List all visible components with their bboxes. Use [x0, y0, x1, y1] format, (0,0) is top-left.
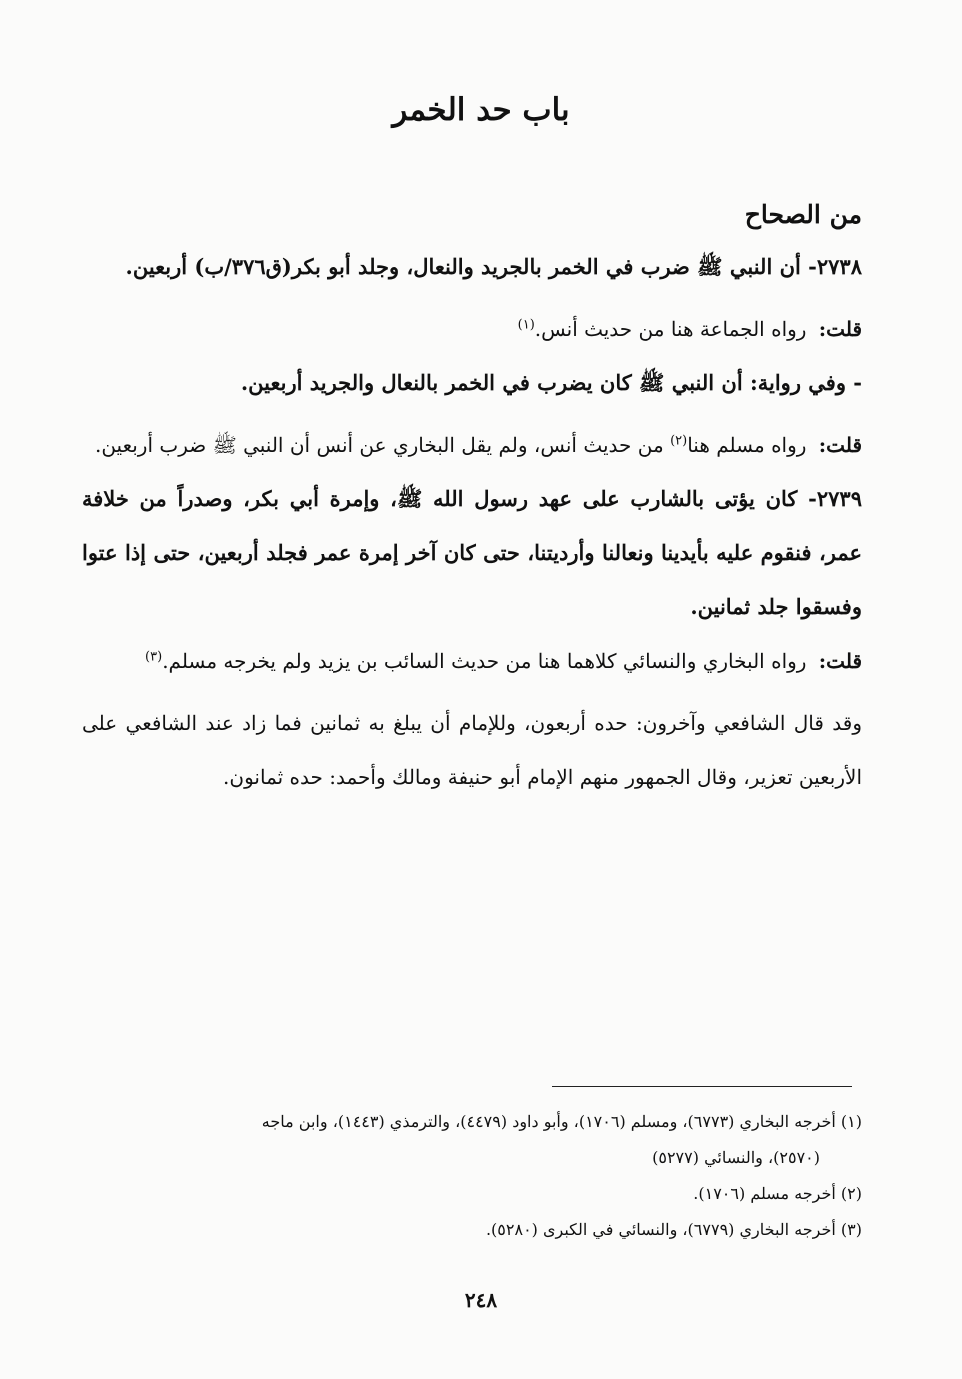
commentary: وقد قال الشافعي وآخرون: حده أربعون، وللإمام أن يبلغ به ثمانين فما زاد عند الشافعي على الأربعين تعزير، وقال الجمهور منهم الإمام أبو حنيفة ومالك وأحمد: حده ثمانون.: [82, 711, 862, 789]
footnote-ref[interactable]: (١): [517, 317, 535, 333]
footnote-ref[interactable]: (٣): [145, 649, 163, 665]
note-text: من حديث أنس، ولم يقل البخاري عن أنس أن النبي ﷺ ضرب أربعين.: [94, 433, 664, 457]
footnotes: [82, 1104, 862, 1248]
note-1: [82, 302, 862, 356]
note-2: [82, 418, 862, 472]
note-text: رواه مسلم هنا: [687, 433, 807, 457]
note-label: قلت:: [818, 317, 862, 341]
chapter-title: باب حد الخمر: [392, 92, 570, 128]
section-heading: من الصحاح: [744, 200, 862, 229]
note-label: قلت:: [818, 649, 862, 673]
note-label: قلت:: [818, 433, 862, 457]
note-3: [82, 634, 862, 688]
note-text: رواه البخاري والنسائي كلاهما هنا من حديث السائب بن يزيد ولم يخرجه مسلم.: [162, 649, 807, 673]
footnote-1: (١) أخرجه البخاري (٦٧٧٣)، ومسلم (١٧٠٦)، وأبو داود (٤٤٧٩)، والترمذي (١٤٤٣)، وابن ماجه: [261, 1112, 862, 1131]
note-text: رواه الجماعة هنا من حديث أنس.: [534, 317, 807, 341]
variant-narration: - وفي رواية: أن النبي ﷺ كان يضرب في الخمر بالنعال والجريد أربعين.: [240, 370, 862, 395]
page-number: ٢٤٨: [464, 1288, 498, 1312]
hadith-2739: ٢٧٣٩- كان يؤتى بالشارب على عهد رسول الله ﷺ، وإمرة أبي بكر، وصدراً من خلافة عمر، فنقوم عليه بأيدينا ونعالنا وأرديتنا، حتى كان آخر إمرة عمر فجلد أربعين، حتى إذا عتوا وفسقوا جلد ثمانين.: [82, 486, 862, 619]
page-body: [82, 190, 862, 804]
footnote-3: (٣) أخرجه البخاري (٦٧٧٩)، والنسائي في الكبرى (٥٢٨٠).: [485, 1220, 862, 1239]
footnote-2: (٢) أخرجه مسلم (١٧٠٦).: [693, 1184, 862, 1203]
footnote-separator: [552, 1086, 852, 1087]
hadith-2738: ٢٧٣٨- أن النبي ﷺ ضرب في الخمر بالجريد والنعال، وجلد أبو بكر(ق٣٧٦/ب) أربعين.: [125, 254, 862, 279]
footnote-ref[interactable]: (٢): [670, 433, 688, 449]
footnote-1-continued: (٢٥٧٠)، والنسائي (٥٢٧٧): [652, 1148, 820, 1167]
